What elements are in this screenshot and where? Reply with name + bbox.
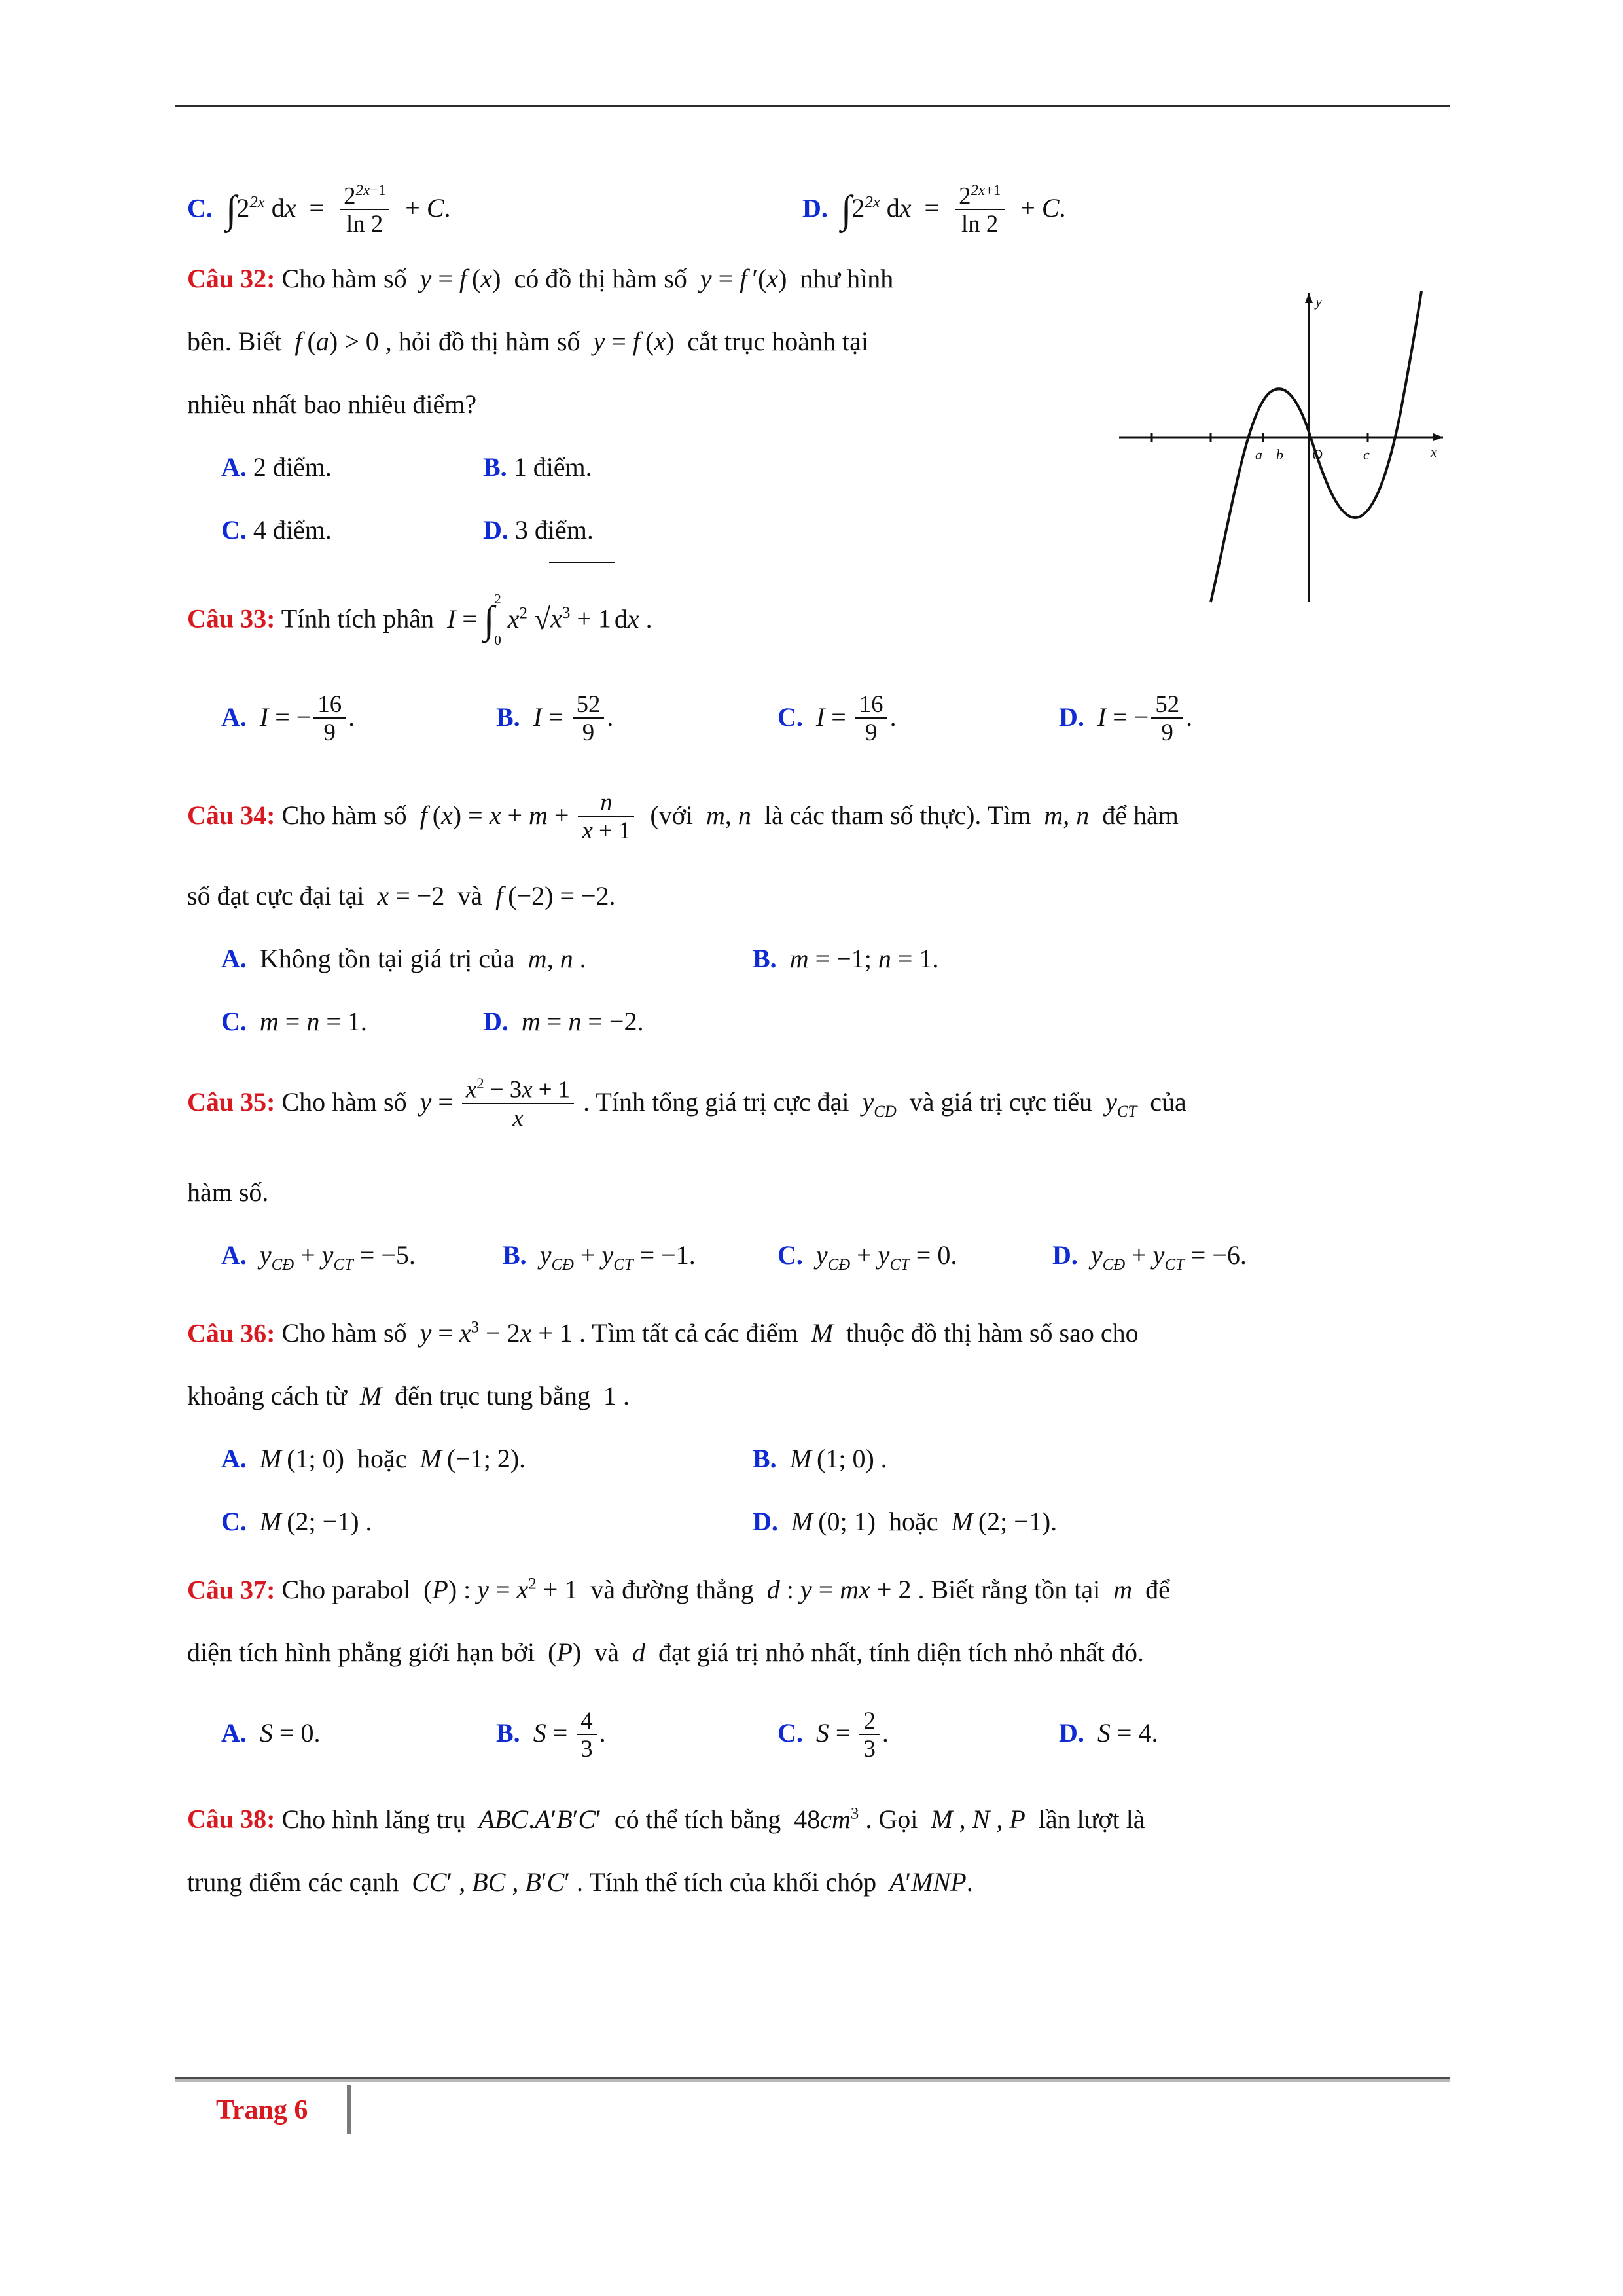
- q32-option-a[interactable]: [221, 436, 483, 499]
- q33-integral-lower: 0: [494, 633, 501, 649]
- q36-options-row1: [187, 1427, 1450, 1490]
- q34-stem-line2: số đạt cực đại tại x = −2 và f (−2) = −2.: [187, 880, 616, 910]
- question-37: [187, 1553, 1450, 1684]
- q33-integral-expression: I = ∫ 2 0 $x^2$ $√x^3 + 1$ dx .: [440, 604, 652, 634]
- q35-options: [187, 1224, 1450, 1297]
- option-d-text: M (0; 1) hoặc M (2; −1).: [791, 1506, 1058, 1536]
- q35-stem-line1: [187, 1053, 1450, 1161]
- q31-tail-options: [187, 164, 1450, 247]
- option-label-a: A.: [221, 943, 247, 973]
- option-label-d: D.: [1059, 1718, 1084, 1748]
- q34-options-row2: [187, 990, 1450, 1053]
- q34-options-row1: [187, 927, 1450, 990]
- q35-stem-line2: hàm số.: [187, 1177, 269, 1207]
- option-c-text: 4 điểm.: [253, 515, 332, 545]
- q35-option-d[interactable]: D. $y_{CĐ} + y_{CT} = -6$.: [1052, 1240, 1247, 1274]
- option-label-d: D.: [1052, 1240, 1078, 1270]
- axis-label-x: x: [1431, 444, 1437, 460]
- option-label-b: B.: [503, 1240, 527, 1270]
- q37-stem-text1: Cho parabol (P) : $y = x^2 + 1$ và đường thẳng d : y = mx + 2 . Biết rằng tồn tại m để: [281, 1575, 1170, 1605]
- q33-options: [187, 668, 1450, 766]
- q32-option-c[interactable]: [221, 499, 483, 562]
- q38-stem-line2: trung điểm các cạnh CC′ , BC , B′C′ . Tính thể tích của khối chóp A′MNP.: [187, 1867, 973, 1897]
- option-label-a: A.: [221, 1718, 247, 1748]
- q33-option-a[interactable]: A. I = − $\frac{16}{9}$ .: [221, 691, 355, 746]
- option-b-text: m = −1; n = 1.: [789, 943, 939, 973]
- option-label-c: C.: [221, 1006, 247, 1036]
- q37-option-d[interactable]: D. S = 4.: [1059, 1718, 1158, 1748]
- q33-option-c[interactable]: C. I = $\frac{16}{9}$ .: [777, 691, 897, 746]
- q35-option-c[interactable]: C. $y_{CĐ} + y_{CT} = 0$.: [777, 1240, 957, 1274]
- question-38: [187, 1782, 1450, 1913]
- q36-stem-line2: khoảng cách từ M đến trục tung bằng 1 .: [187, 1380, 630, 1410]
- tick-label-b: b: [1276, 446, 1283, 463]
- header-rule: [175, 105, 1450, 107]
- q34-option-c[interactable]: [221, 990, 483, 1053]
- q32-stem-line1: [187, 247, 1090, 310]
- option-label-b: B.: [753, 1443, 777, 1473]
- q36-option-b[interactable]: [753, 1427, 887, 1490]
- q36-stem-text1: Cho hàm số $y = x^3 - 2x + 1$ . Tìm tất cả các điểm M thuộc đồ thị hàm số sao cho: [281, 1318, 1139, 1348]
- q38-stem-text1: Cho hình lăng trụ ABC.A′B′C′ có thể tích bằng $48cm^3$ . Gọi M , N , P lần lượt là: [281, 1804, 1145, 1834]
- option-label-a: A.: [221, 1443, 247, 1473]
- option-label-b: B.: [496, 1718, 520, 1748]
- q31-option-c[interactable]: [187, 164, 802, 247]
- option-label-d: D.: [483, 1006, 508, 1036]
- question-32: [187, 247, 1090, 436]
- q32-number: Câu 32:: [187, 264, 276, 294]
- q37-option-c[interactable]: C. S = $\frac{2}{3}$ .: [777, 1706, 889, 1763]
- footer-divider: [347, 2085, 351, 2134]
- option-b-text: M (1; 0) .: [789, 1443, 887, 1473]
- q32-stem-line3: nhiều nhất bao nhiêu điểm?: [187, 389, 477, 420]
- q35-option-a[interactable]: A. $y_{CĐ} + y_{CT} = -5$.: [221, 1240, 416, 1274]
- q33-option-b[interactable]: B. I = $\frac{52}{9}$ .: [496, 691, 614, 746]
- option-label-c: C.: [777, 1718, 803, 1748]
- option-label-b: B.: [483, 452, 507, 482]
- q38-number: Câu 38:: [187, 1804, 276, 1834]
- q32-stem-text1: Cho hàm số y = f (x) có đồ thị hàm số y = f ′(x) như hình: [281, 264, 894, 294]
- question-36: [187, 1297, 1450, 1427]
- option-label-d: D.: [483, 515, 508, 545]
- q37-stem-line1: [187, 1553, 1450, 1621]
- option-label-c: C.: [777, 702, 803, 732]
- q36-option-a[interactable]: [221, 1427, 753, 1490]
- option-c-text: m = n = 1.: [259, 1006, 367, 1036]
- q33-number: Câu 33:: [187, 603, 276, 634]
- figure-derivative-graph: [1113, 281, 1453, 609]
- q37-option-a[interactable]: A. S = 0.: [221, 1718, 321, 1748]
- q36-option-d[interactable]: [753, 1490, 1057, 1553]
- option-c-text: M (2; −1) .: [259, 1506, 372, 1536]
- page-footer: [216, 2094, 308, 2126]
- q34-option-a[interactable]: [221, 927, 753, 990]
- option-a-text: Không tồn tại giá trị của m, n .: [253, 943, 586, 973]
- q34-number: Câu 34:: [187, 800, 276, 830]
- q36-option-c[interactable]: [221, 1490, 753, 1553]
- q37-number: Câu 37:: [187, 1575, 276, 1605]
- option-label-c: C.: [777, 1240, 803, 1270]
- option-c-expression: $\int 2^{2x}$ dx = $\frac{2^{2x-1}}{\ln 2}$ + C.: [225, 181, 451, 238]
- question-34: [187, 766, 1450, 927]
- option-a-text: 2 điểm.: [253, 452, 332, 482]
- option-d-text: 3 điểm.: [514, 515, 594, 545]
- q32-stem-line2: bên. Biết f (a) > 0 , hỏi đồ thị hàm số y = f (x) cắt trục hoành tại: [187, 327, 868, 357]
- footer-rule: [175, 2077, 1450, 2082]
- option-d-expression: $\int 2^{2x}$ dx = $\frac{2^{2x+1}}{\ln 2}$ + C.: [840, 181, 1066, 238]
- option-b-text: 1 điểm.: [513, 452, 592, 482]
- q37-option-b[interactable]: B. S = $\frac{4}{3}$ .: [496, 1706, 606, 1763]
- option-label-a: A.: [221, 702, 247, 732]
- footer-label: Trang: [216, 2095, 287, 2125]
- axis-label-y: y: [1315, 293, 1322, 310]
- q31-option-d[interactable]: [802, 164, 1066, 247]
- q33-stem-text: Tính tích phân: [281, 603, 435, 634]
- q34-stem-line1: [187, 766, 1450, 865]
- q33-option-d[interactable]: D. I = − $\frac{52}{9}$ .: [1059, 691, 1193, 746]
- option-label-d: D.: [753, 1506, 778, 1536]
- q37-stem-line2: diện tích hình phẳng giới hạn bởi (P) và d đạt giá trị nhỏ nhất, tính diện tích nhỏ nhất đó.: [187, 1638, 1145, 1668]
- tick-label-a: a: [1255, 446, 1262, 463]
- option-label-c: C.: [221, 1506, 247, 1536]
- option-label-a: A.: [221, 452, 247, 482]
- option-d-text: m = n = −2.: [521, 1006, 644, 1036]
- tick-label-c: c: [1363, 446, 1370, 463]
- q36-number: Câu 36:: [187, 1318, 276, 1348]
- q34-option-b[interactable]: [753, 927, 938, 990]
- tick-label-O: O: [1312, 446, 1323, 463]
- option-label-c: C.: [221, 515, 247, 545]
- q33-integral-upper: 2: [494, 591, 501, 607]
- option-a-text: M (1; 0) hoặc M (−1; 2).: [259, 1443, 526, 1473]
- option-label-b: B.: [753, 943, 777, 973]
- option-label-d: D.: [1059, 702, 1084, 732]
- q32-option-b[interactable]: [483, 436, 592, 499]
- option-label-c: C.: [187, 193, 213, 223]
- option-label-d: D.: [802, 193, 828, 223]
- option-label-b: B.: [496, 702, 520, 732]
- footer-page-number: 6: [294, 2095, 308, 2125]
- q37-options: [187, 1684, 1450, 1782]
- option-label-a: A.: [221, 1240, 247, 1270]
- q34-stem-text1: Cho hàm số f (x) = x + m + $\frac{n}{x + 1}$ (với m, n là các tham số thực). Tìm m, n để hàm: [281, 789, 1179, 844]
- q35-number: Câu 35:: [187, 1086, 276, 1117]
- q34-option-d[interactable]: [483, 990, 643, 1053]
- q36-options-row2: [187, 1490, 1450, 1553]
- q35-option-b[interactable]: B. $y_{CĐ} + y_{CT} = -1$.: [503, 1240, 696, 1274]
- q36-stem-line1: [187, 1297, 1450, 1365]
- q38-stem-line1: [187, 1782, 1450, 1850]
- q32-option-d[interactable]: [483, 499, 594, 562]
- question-35: [187, 1053, 1450, 1224]
- q35-stem-text1: Cho hàm số y = $\frac{x^2 - 3x + 1}{x}$ . Tính tổng giá trị cực đại $y_{CĐ}$ và giá trị cực tiểu $y_{CT}$ của: [281, 1075, 1186, 1131]
